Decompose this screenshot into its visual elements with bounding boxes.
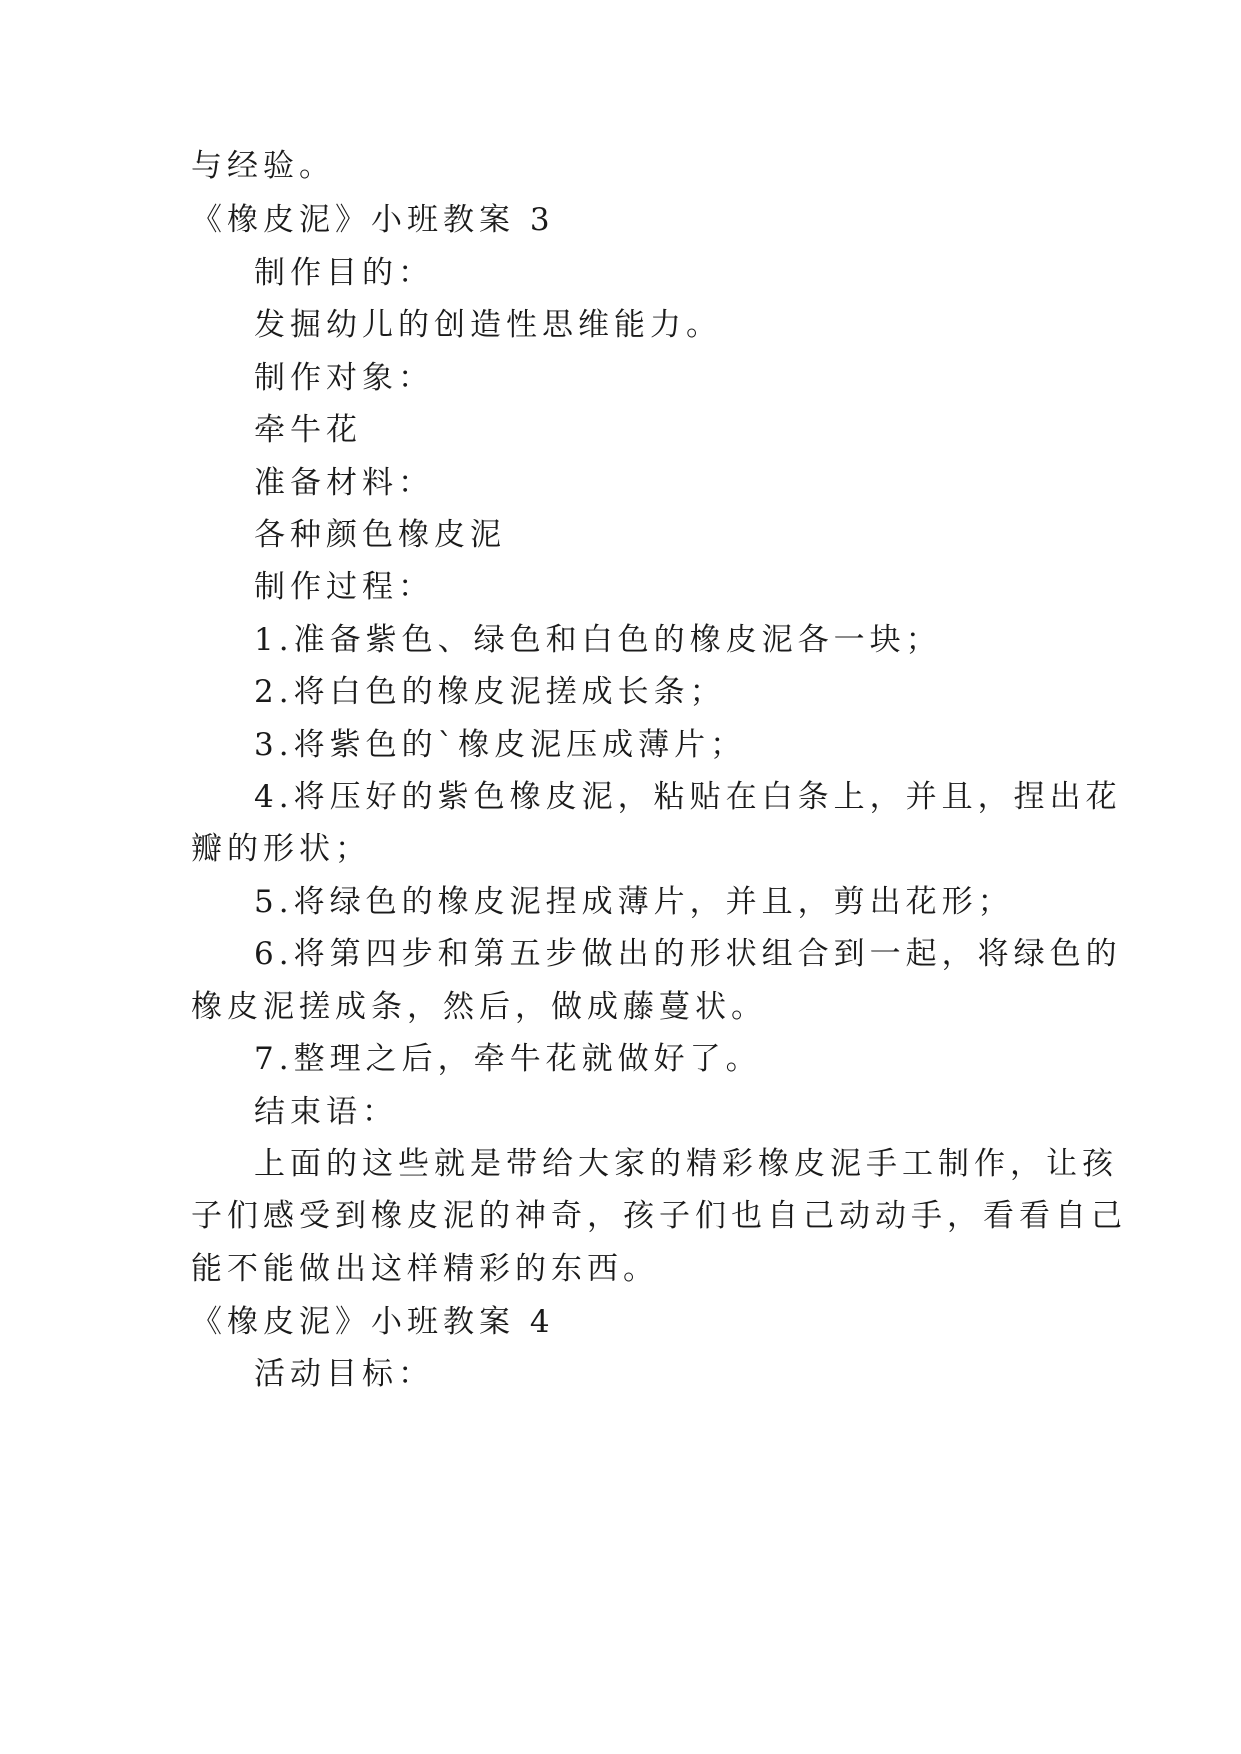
conclusion-line-3: 能不能做出这样精彩的东西。	[191, 1251, 659, 1287]
goal-label: 活动目标：	[254, 1356, 434, 1392]
conclusion-line-1: 上面的这些就是带给大家的精彩橡皮泥手工制作，让孩	[254, 1146, 1118, 1182]
step-6-continued: 橡皮泥搓成条，然后，做成藤蔓状。	[191, 989, 767, 1025]
conclusion-line-2: 子们感受到橡皮泥的神奇，孩子们也自己动动手，看看自己	[191, 1198, 1127, 1234]
step-4: 4.将压好的紫色橡皮泥，粘贴在白条上，并且，捏出花	[254, 779, 1122, 815]
step-5: 5.将绿色的橡皮泥捏成薄片，并且，剪出花形；	[254, 884, 1014, 920]
materials-text: 各种颜色橡皮泥	[254, 517, 506, 553]
materials-label: 准备材料：	[254, 465, 434, 501]
section-4-heading: 《橡皮泥》小班教案 4	[191, 1304, 555, 1340]
purpose-label: 制作目的：	[254, 255, 434, 291]
step-1: 1.准备紫色、绿色和白色的橡皮泥各一块；	[254, 622, 942, 658]
step-7: 7.整理之后，牵牛花就做好了。	[254, 1041, 762, 1077]
conclusion-label: 结束语：	[254, 1094, 398, 1130]
purpose-text: 发掘幼儿的创造性思维能力。	[254, 307, 722, 343]
section-3-heading: 《橡皮泥》小班教案 3	[191, 202, 555, 238]
process-label: 制作过程：	[254, 569, 434, 605]
continuation-text: 与经验。	[191, 148, 335, 184]
object-label: 制作对象：	[254, 360, 434, 396]
step-3: 3.将紫色的`橡皮泥压成薄片；	[254, 727, 747, 763]
object-text: 牵牛花	[254, 412, 362, 448]
step-6: 6.将第四步和第五步做出的形状组合到一起，将绿色的	[254, 936, 1122, 972]
step-2: 2.将白色的橡皮泥搓成长条；	[254, 674, 726, 710]
step-4-continued: 瓣的形状；	[191, 831, 371, 867]
